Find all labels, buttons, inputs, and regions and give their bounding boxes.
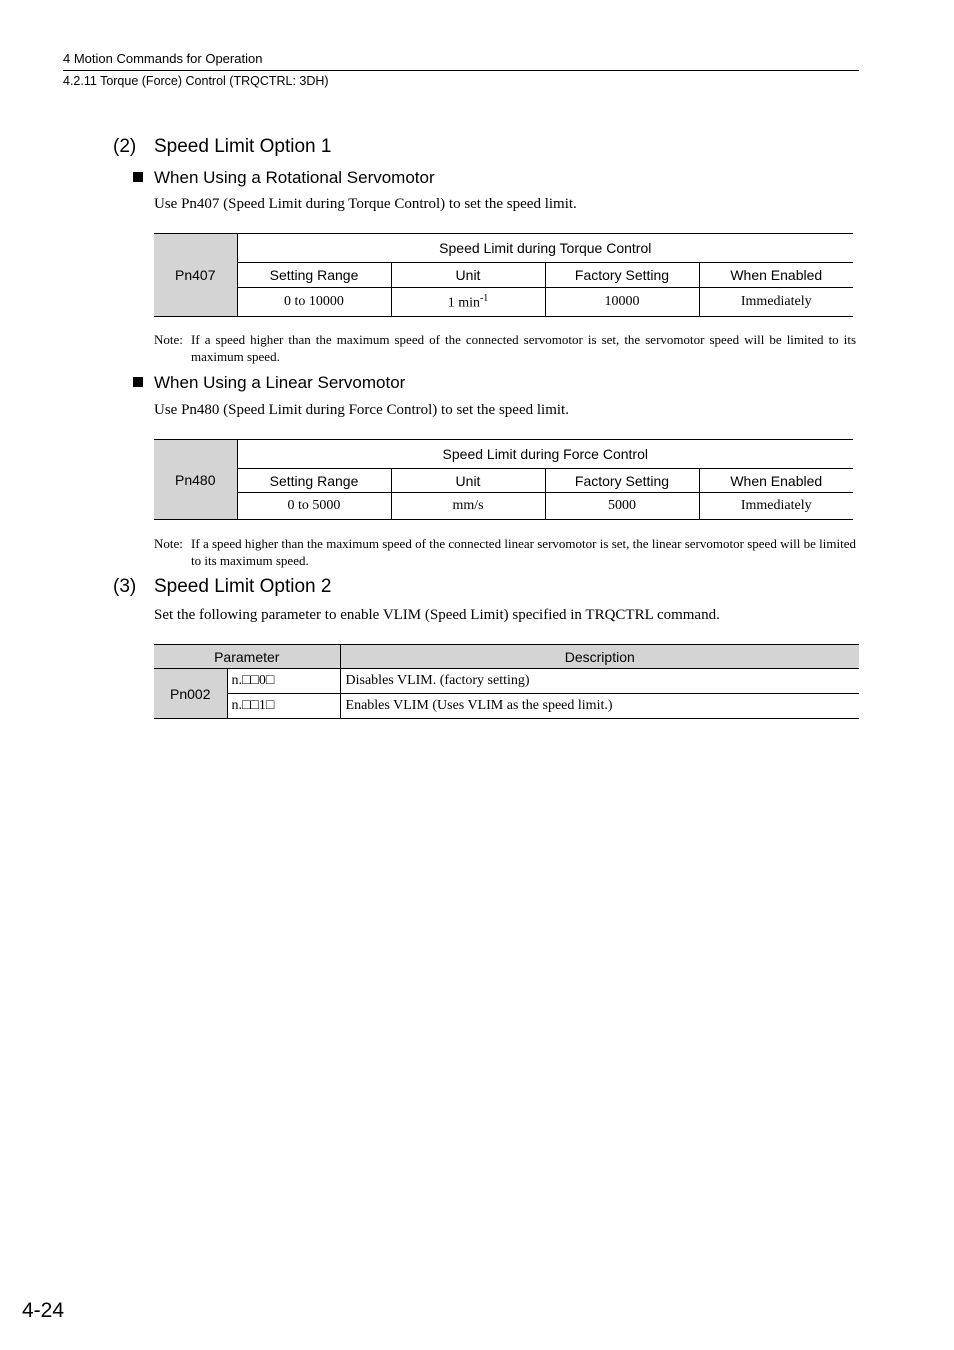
page-number: 4-24 <box>22 1299 65 1322</box>
param-title: Speed Limit during Force Control <box>237 440 853 469</box>
value-when-enabled: Immediately <box>699 288 853 317</box>
value-setting-range: 0 to 5000 <box>237 493 391 520</box>
col-header-unit: Unit <box>391 263 545 288</box>
param-table-pn407 <box>154 233 853 317</box>
section-title: Speed Limit Option 2 <box>154 576 332 597</box>
param-title: Speed Limit during Torque Control <box>237 234 853 263</box>
paragraph-option-2: Set the following parameter to enable VLIM (Speed Limit) specified in TRQCTRL command. <box>154 607 720 623</box>
param-code: n.□□0□ <box>227 669 340 694</box>
subheading-linear <box>133 373 405 393</box>
col-header-when-enabled: When Enabled <box>699 263 853 288</box>
section-title: Speed Limit Option 1 <box>154 136 332 157</box>
unit-text: 1 min <box>447 295 480 311</box>
note-linear <box>154 535 856 569</box>
header-rule <box>63 70 859 71</box>
section-number: (3) <box>113 576 137 597</box>
subheading-rotational <box>133 168 435 188</box>
note-label: Note: <box>154 332 183 347</box>
param-cell-pn407: Pn407 <box>154 234 237 317</box>
col-header-factory-setting: Factory Setting <box>545 263 699 288</box>
col-header-setting-range: Setting Range <box>237 469 391 493</box>
unit-superscript: -1 <box>479 292 489 304</box>
value-unit <box>391 288 545 317</box>
param-description: Enables VLIM (Uses VLIM as the speed limit.) <box>340 694 859 719</box>
paragraph-rotational: Use Pn407 (Speed Limit during Torque Control) to set the speed limit. <box>154 196 577 212</box>
param-table-pn002 <box>154 644 859 719</box>
note-label: Note: <box>154 536 183 551</box>
value-factory-setting: 10000 <box>545 288 699 317</box>
running-header-section: 4.2.11 Torque (Force) Control (TRQCTRL: 3DH) <box>63 74 329 88</box>
col-header-setting-range: Setting Range <box>237 263 391 288</box>
subheading-text: When Using a Linear Servomotor <box>154 373 406 392</box>
section-number: (2) <box>113 136 137 157</box>
param-cell-pn002: Pn002 <box>154 669 227 719</box>
note-text: If a speed higher than the maximum speed of the connected servomotor is set, the servomotor speed will be limited to its maximum speed. <box>191 332 856 364</box>
square-bullet-icon <box>133 172 143 182</box>
value-factory-setting: 5000 <box>545 493 699 520</box>
value-unit: mm/s <box>391 493 545 520</box>
note-text: If a speed higher than the maximum speed of the connected linear servomotor is set, the linear servomotor speed will be limited to its maximum speed. <box>191 536 856 568</box>
value-when-enabled: Immediately <box>699 493 853 520</box>
col-header-when-enabled: When Enabled <box>699 469 853 493</box>
col-header-description: Description <box>340 645 859 669</box>
subheading-text: When Using a Rotational Servomotor <box>154 168 435 187</box>
running-header-chapter: 4 Motion Commands for Operation <box>63 51 263 66</box>
param-description: Disables VLIM. (factory setting) <box>340 669 859 694</box>
col-header-factory-setting: Factory Setting <box>545 469 699 493</box>
col-header-unit: Unit <box>391 469 545 493</box>
paragraph-linear: Use Pn480 (Speed Limit during Force Control) to set the speed limit. <box>154 402 569 418</box>
param-cell-pn480: Pn480 <box>154 440 237 520</box>
square-bullet-icon <box>133 377 143 387</box>
param-code: n.□□1□ <box>227 694 340 719</box>
col-header-parameter: Parameter <box>154 645 340 669</box>
param-table-pn480 <box>154 439 853 520</box>
value-setting-range: 0 to 10000 <box>237 288 391 317</box>
note-rotational <box>154 331 856 365</box>
